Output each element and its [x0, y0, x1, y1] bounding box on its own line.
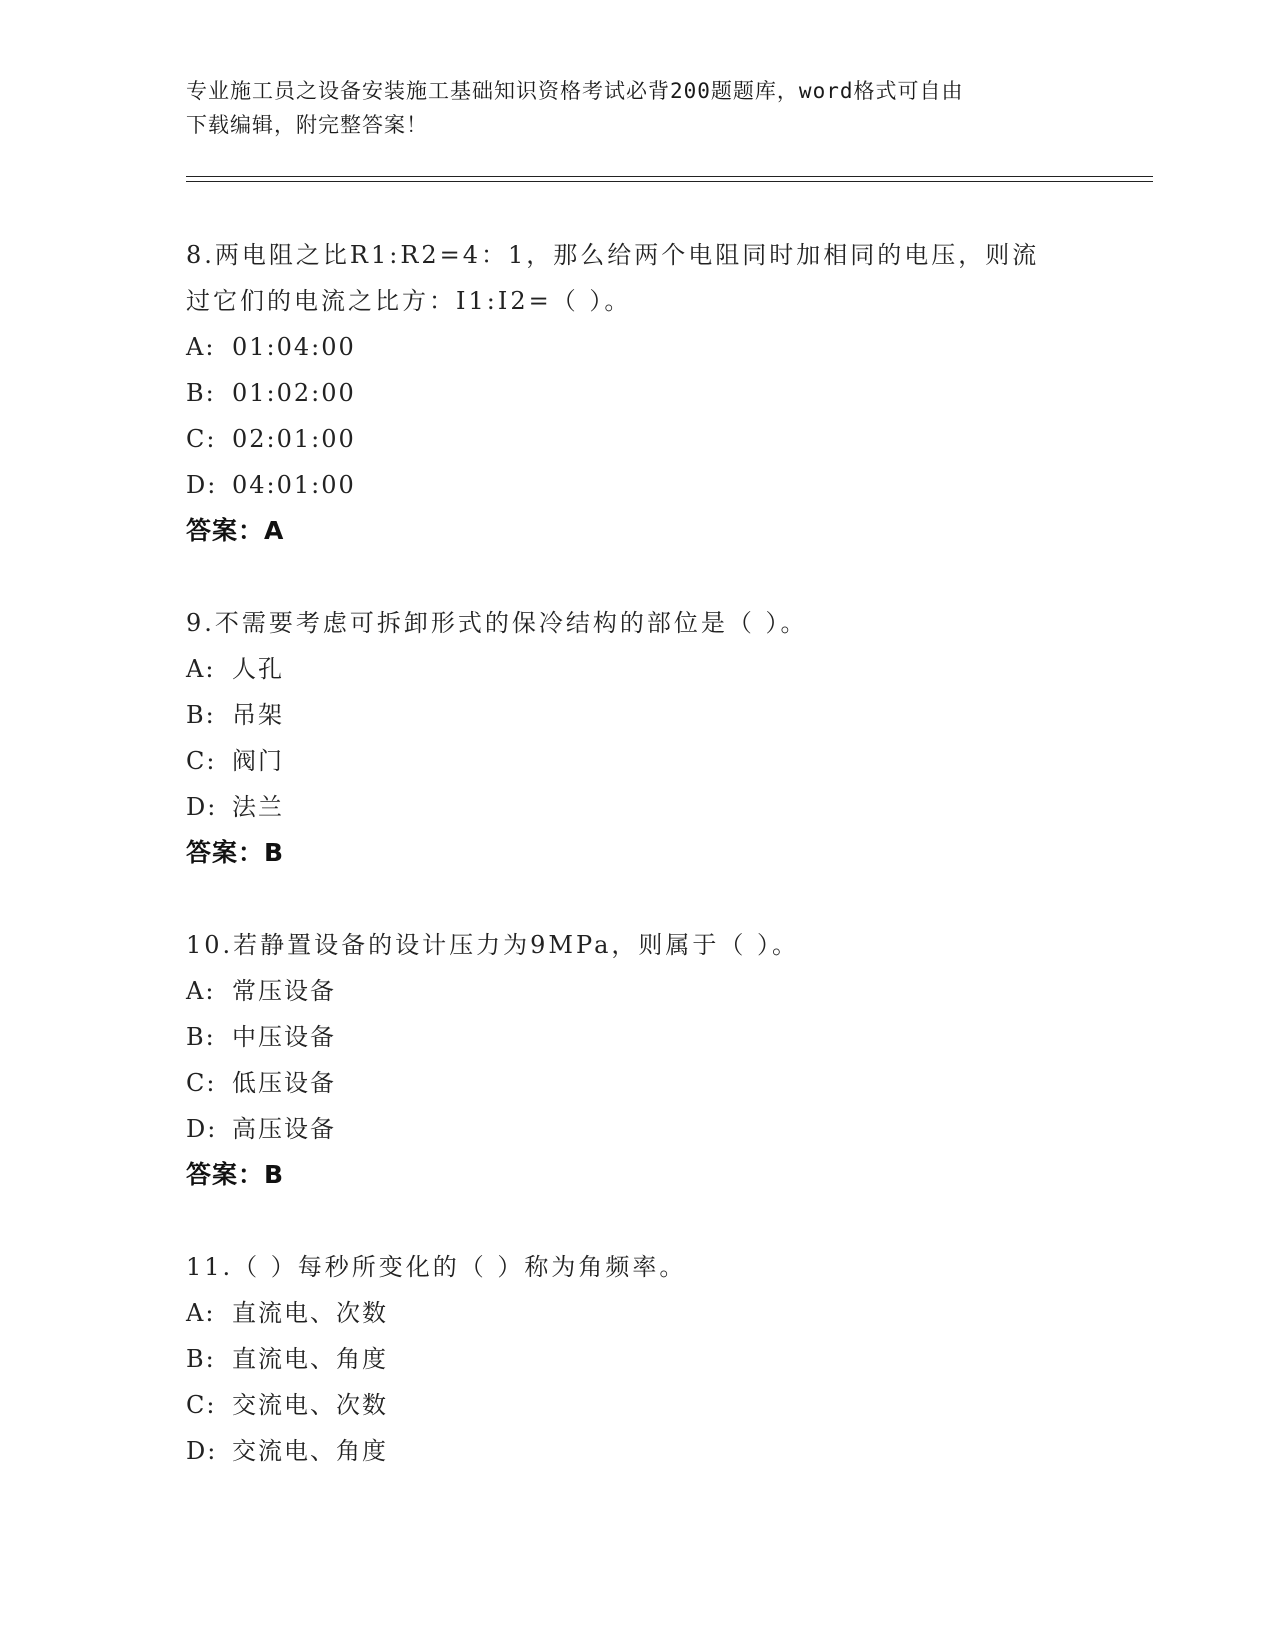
option-d	[186, 1428, 1086, 1474]
option-letter: B:	[186, 1345, 216, 1373]
option-text: 交流电、角度	[232, 1437, 388, 1465]
question-stem: 10.若静置设备的设计压力为9MPa，则属于（ ）。	[186, 931, 800, 959]
answer-line: 答案：A	[186, 516, 285, 545]
option-b	[186, 1014, 1086, 1060]
option-letter: C:	[186, 425, 217, 453]
option-letter: D:	[186, 793, 218, 821]
option-a	[186, 968, 1086, 1014]
question-stem: 8.两电阻之比R1:R2=4：1，那么给两个电阻同时加相同的电压，则流	[186, 241, 1040, 269]
option-text: 低压设备	[232, 1069, 336, 1097]
option-a	[186, 646, 1086, 692]
option-d	[186, 784, 1086, 830]
option-text: 交流电、次数	[232, 1391, 388, 1419]
option-c	[186, 416, 1086, 462]
option-letter: A:	[186, 1299, 216, 1327]
document-header	[186, 74, 1086, 142]
option-c	[186, 1060, 1086, 1106]
question-11	[186, 1244, 1086, 1474]
option-letter: B:	[186, 701, 216, 729]
option-letter: C:	[186, 747, 217, 775]
option-letter: A:	[186, 655, 216, 683]
option-c	[186, 738, 1086, 784]
answer-line: 答案：B	[186, 838, 285, 867]
question-stem-continued: 过它们的电流之比方：I1:I2=（ ）。	[186, 287, 632, 315]
option-text: 01:04:00	[232, 333, 356, 361]
option-b	[186, 370, 1086, 416]
header-divider-top	[186, 176, 1153, 177]
question-list	[186, 232, 1086, 1520]
option-letter: C:	[186, 1391, 217, 1419]
option-text: 中压设备	[232, 1023, 336, 1051]
option-text: 阀门	[232, 747, 284, 775]
option-letter: A:	[186, 977, 216, 1005]
option-d	[186, 1106, 1086, 1152]
option-text: 高压设备	[232, 1115, 336, 1143]
header-title-line-2: 下载编辑，附完整答案！	[186, 113, 428, 137]
option-d	[186, 462, 1086, 508]
option-b	[186, 1336, 1086, 1382]
option-letter: A:	[186, 333, 216, 361]
option-letter: C:	[186, 1069, 217, 1097]
question-10	[186, 922, 1086, 1198]
option-letter: B:	[186, 379, 216, 407]
option-b	[186, 692, 1086, 738]
option-letter: B:	[186, 1023, 216, 1051]
answer-line: 答案：B	[186, 1160, 285, 1189]
option-letter: D:	[186, 1115, 218, 1143]
option-text: 法兰	[232, 793, 284, 821]
option-text: 常压设备	[232, 977, 336, 1005]
option-text: 直流电、角度	[232, 1345, 388, 1373]
option-text: 人孔	[232, 655, 284, 683]
question-stem: 9.不需要考虑可拆卸形式的保冷结构的部位是（ ）。	[186, 609, 808, 637]
header-title-line-1: 专业施工员之设备安装施工基础知识资格考试必背200题题库，word格式可自由	[186, 79, 964, 103]
question-8	[186, 232, 1086, 554]
option-text: 吊架	[232, 701, 284, 729]
question-stem: 11.（ ）每秒所变化的（ ）称为角频率。	[186, 1253, 687, 1281]
question-9	[186, 600, 1086, 876]
option-c	[186, 1382, 1086, 1428]
option-text: 01:02:00	[232, 379, 356, 407]
option-text: 直流电、次数	[232, 1299, 388, 1327]
option-letter: D:	[186, 1437, 218, 1465]
option-text: 02:01:00	[232, 425, 356, 453]
header-divider-bottom	[186, 181, 1153, 182]
option-text: 04:01:00	[232, 471, 356, 499]
option-letter: D:	[186, 471, 218, 499]
option-a	[186, 324, 1086, 370]
option-a	[186, 1290, 1086, 1336]
